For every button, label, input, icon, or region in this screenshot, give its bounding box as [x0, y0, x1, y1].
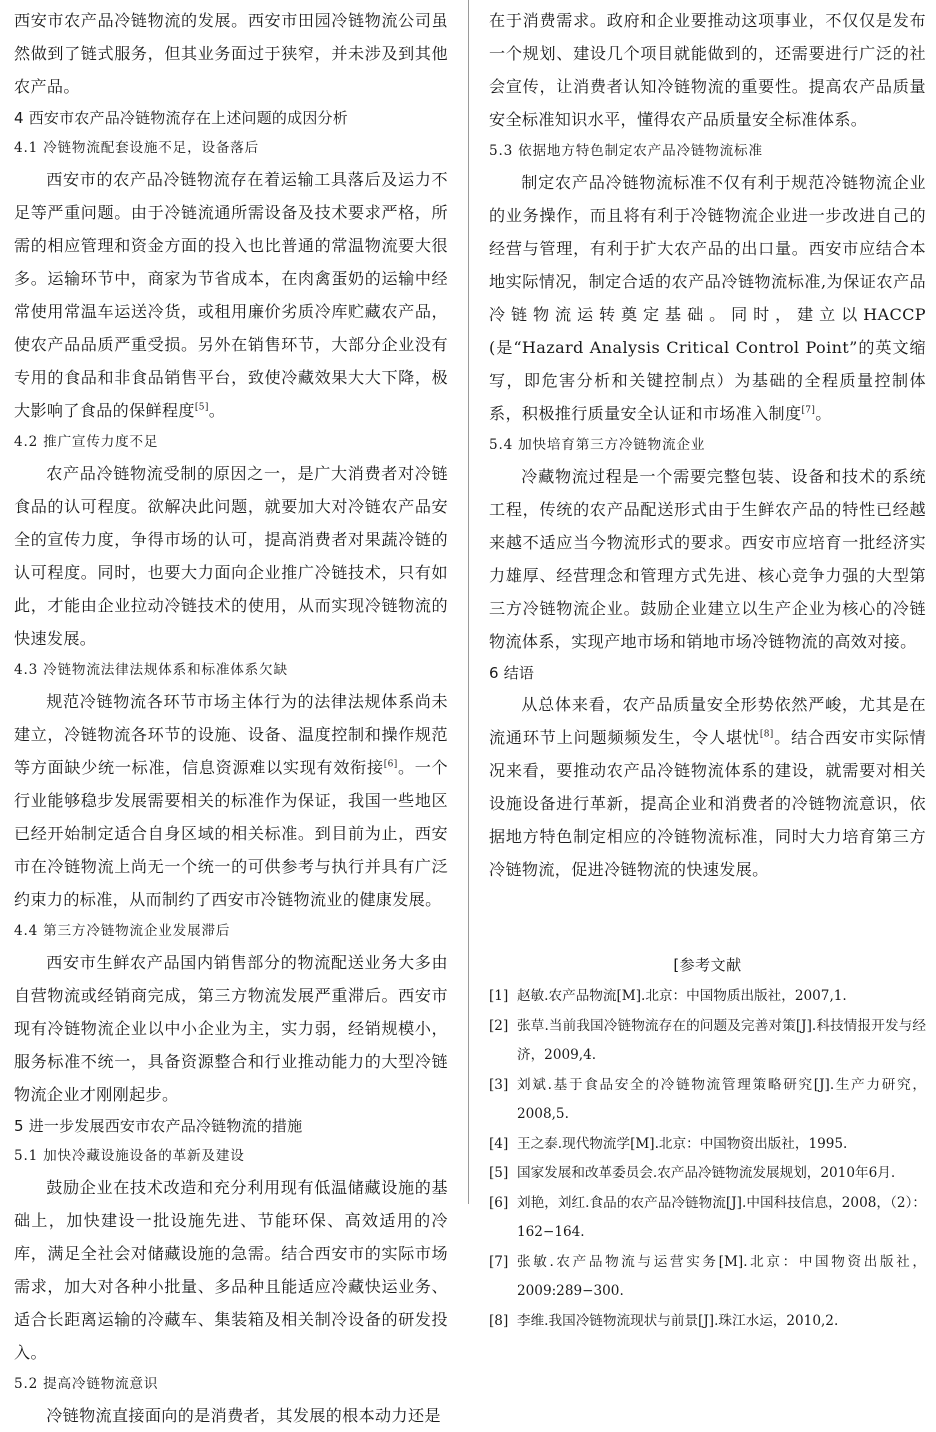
paragraph-text: 从总体来看，农产品质量安全形势依然严峻，尤其是在流通环节上问题频频发生，令人堪忧: [489, 695, 926, 747]
right-column-body: [489, 4, 926, 886]
reference-text: 张敏.农产品物流与运营实务[M].北京：中国物资出版社，2009:289−300.: [517, 1253, 926, 1299]
body-paragraph: [14, 685, 448, 916]
reference-text: 刘艳，刘红.食品的农产品冷链物流[J].中国科技信息，2008，（2）：162−164.: [517, 1194, 926, 1240]
reference-text: 国家发展和改革委员会.农产品冷链物流发展规划，2010年6月.: [517, 1165, 896, 1181]
reference-item: [489, 982, 926, 1012]
paragraph-tail: 。: [208, 401, 226, 420]
reference-item: [489, 1071, 926, 1130]
references-list: [489, 982, 926, 1336]
reference-number: [3]: [489, 1076, 509, 1093]
reference-item: [489, 1130, 926, 1160]
left-column: [14, 4, 448, 1432]
references-title: [参考文献: [673, 956, 742, 974]
reference-number: [8]: [489, 1312, 509, 1329]
section-heading: 6 结语: [489, 664, 535, 682]
body-paragraph: 西安市农产品冷链物流的发展。西安市田园冷链物流公司虽然做到了链式服务，但其业务面过于狭窄，并未涉及到其他农产品。: [14, 11, 448, 96]
subsection-heading: 4.3 冷链物流法律法规体系和标准体系欠缺: [14, 662, 288, 678]
body-paragraph: 西安市生鲜农产品国内销售部分的物流配送业务大多由自营物流或经销商完成，第三方物流发展严重滞后。西安市现有冷链物流企业以中小企业为主，实力弱，经销规模小，服务标准不统一，具备资源整合和行业推动能力的大型冷链物流企业才刚刚起步。: [14, 953, 448, 1104]
paragraph-text: 西安市的农产品冷链物流存在着运输工具落后及运力不足等严重问题。由于冷链流通所需设备及技术要求严格，所需的相应管理和资金方面的投入也比普通的常温物流要大很多。运输环节中，商家为节省成本，在肉禽蛋奶的运输中经常使用常温车运送冷货，或租用廉价劣质冷库贮藏农产品，使农产品品质严重受损。另外在销售环节，大部分企业没有专用的食品和非食品销售平台，致使冷藏效果大大下降，极大影响了食品的保鲜程度: [14, 170, 448, 420]
paragraph-tail: 。结合西安市实际情况来看，要推动农产品冷链物流体系的建设，就需要对相关设施设备进行革新，提高企业和消费者的冷链物流意识，依据地方特色制定相应的冷链物流标准，同时大力培育第三方冷链物流，促进冷链物流的快速发展。: [489, 728, 926, 879]
citation-marker: [5]: [194, 402, 209, 413]
body-paragraph: [14, 163, 448, 427]
citation-marker: [6]: [383, 759, 398, 770]
reference-number: [1]: [489, 988, 509, 1004]
reference-number: [6]: [489, 1194, 509, 1211]
paragraph-text: 制定农产品冷链物流标准不仅有利于规范冷链物流企业的业务操作，而且将有利于冷链物流企业进一步改进自己的经营与管理，有利于扩大农产品的出口量。西安市应结合本地实际情况，制定合适的农产品冷链物流标准,为保证农产品冷链物流运转奠定基础。同时，建立以HACCP (是“Hazard Analysis Critical Control Point”的英文缩写，即危害分析和关键控制点）为基础的全程质量控制体系，积极推行质量安全认证和市场准入制度: [489, 173, 926, 423]
body-paragraph: 冷链物流直接面向的是消费者，其发展的根本动力还是: [46, 1406, 441, 1425]
subsection-heading: 4.2 推广宣传力度不足: [14, 434, 159, 450]
body-paragraph: 冷藏物流过程是一个需要完整包装、设备和技术的系统工程，传统的农产品配送形式由于生鲜农产品的特性已经越来越不适应当今物流形式的要求。西安市应培育一批经济实力雄厚、经营理念和管理方式先进、核心竞争力强的大型第三方冷链物流企业。鼓励企业建立以生产企业为核心的冷链物流体系，实现产地市场和销地市场冷链物流的高效对接。: [489, 467, 926, 651]
reference-text: 刘斌.基于食品安全的冷链物流管理策略研究[J].生产力研究，2008,5.: [517, 1076, 926, 1122]
right-column: [489, 4, 926, 1336]
reference-number: [7]: [489, 1253, 509, 1270]
subsection-heading: 5.2 提高冷链物流意识: [14, 1376, 159, 1392]
subsection-heading: 4.4 第三方冷链物流企业发展滞后: [14, 923, 231, 939]
reference-number: [2]: [489, 1017, 509, 1034]
section-heading: 5 进一步发展西安市农产品冷链物流的措施: [14, 1117, 303, 1135]
reference-number: [5]: [489, 1165, 509, 1181]
paragraph-tail: 。: [815, 404, 832, 423]
body-paragraph: 农产品冷链物流受制的原因之一，是广大消费者对冷链食品的认可程度。欲解决此问题，就要加大对冷链农产品安全的宣传力度，争得市场的认可，提高消费者对果蔬冷链的认可程度。同时，也要大力面向企业推广冷链技术，只有如此，才能由企业拉动冷链技术的使用，从而实现冷链物流的快速发展。: [14, 464, 448, 648]
column-divider: [468, 0, 469, 1204]
subsection-heading: 5.1 加快冷藏设施设备的革新及建设: [14, 1148, 245, 1164]
references-gap: [489, 886, 926, 950]
reference-number: [4]: [489, 1135, 509, 1152]
reference-text: 李维.我国冷链物流现状与前景[J].珠江水运，2010,2.: [517, 1312, 839, 1329]
section-heading: 4 西安市农产品冷链物流存在上述问题的成因分析: [14, 109, 348, 127]
body-paragraph: [489, 166, 926, 430]
reference-text: 张草.当前我国冷链物流存在的问题及完善对策[J].科技情报开发与经济，2009,4.: [517, 1017, 926, 1063]
reference-item: [489, 1189, 926, 1248]
subsection-heading: 5.3 依据地方特色制定农产品冷链物流标准: [489, 143, 763, 159]
subsection-heading: 4.1 冷链物流配套设施不足，设备落后: [14, 140, 260, 156]
reference-text: 赵敏.农产品物流[M].北京：中国物质出版社，2007,1.: [517, 988, 847, 1004]
reference-item: [489, 1012, 926, 1071]
citation-marker: [7]: [801, 405, 816, 416]
reference-item: [489, 1159, 926, 1189]
citation-marker: [8]: [759, 729, 774, 740]
reference-item: [489, 1307, 926, 1337]
paragraph-text: 规范冷链物流各环节市场主体行为的法律法规体系尚未建立，冷链物流各环节的设施、设备、温度控制和操作规范等方面缺少统一标准，信息资源难以实现有效衔接: [14, 692, 448, 777]
body-paragraph: 鼓励企业在技术改造和充分利用现有低温储藏设施的基础上，加快建设一批设施先进、节能环保、高效适用的冷库，满足全社会对储藏设施的急需。结合西安市的实际市场需求，加大对各种小批量、多品种且能适应冷藏快运业务、适合长距离运输的冷藏车、集装箱及相关制冷设备的研发投入。: [14, 1178, 448, 1362]
reference-text: 王之泰.现代物流学[M].北京：中国物资出版社，1995.: [517, 1135, 848, 1152]
paragraph-tail: 。一个行业能够稳步发展需要相关的标准作为保证，我国一些地区已经开始制定适合自身区域的相关标准。到目前为止，西安市在冷链物流上尚无一个统一的可供参考与执行并具有广泛约束力的标准，从而制约了西安市冷链物流业的健康发展。: [14, 758, 448, 909]
subsection-heading: 5.4 加快培育第三方冷链物流企业: [489, 437, 706, 453]
reference-item: [489, 1248, 926, 1307]
body-paragraph: [489, 688, 926, 886]
body-paragraph: 在于消费需求。政府和企业要推动这项事业，不仅仅是发布一个规划、建设几个项目就能做到的，还需要进行广泛的社会宣传，让消费者认知冷链物流的重要性。提高农产品质量安全标准知识水平，懂得农产品质量安全标准体系。: [489, 11, 926, 129]
